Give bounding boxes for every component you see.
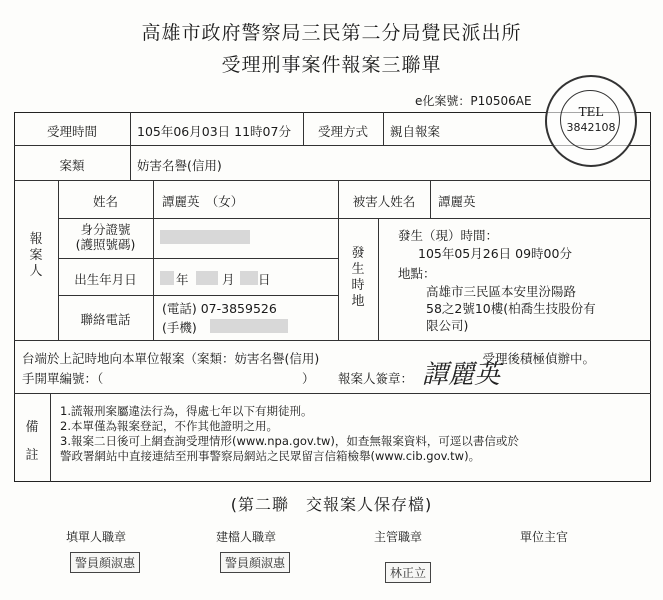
filer-label: 建檔人職章 — [216, 530, 277, 544]
signer-label: 報案人簽章： — [338, 371, 414, 386]
dob-year-unit: 年 — [176, 272, 189, 287]
row-divider — [14, 180, 651, 181]
notes-section-label: 備 註 — [25, 420, 39, 463]
occurrence-place-line: 限公司) — [426, 318, 469, 333]
row-divider — [58, 218, 338, 219]
occurrence-place-line: 高雄市三民區本安里汾陽路 — [426, 284, 577, 299]
seal-number: 3842108 — [566, 121, 616, 134]
dob-label: 出生年月日 — [74, 272, 137, 287]
dob-day-unit: 日 — [258, 272, 271, 287]
col-divider — [130, 112, 131, 180]
reporter-section-label: 報 案 人 — [29, 232, 43, 279]
occurrence-place-line: 58之2號10樓(柏喬生技股份有 — [426, 301, 596, 316]
name-label: 姓名 — [92, 194, 118, 209]
unit-head-label: 單位主官 — [520, 530, 569, 544]
note-item: 警政署網站中直接連結至刑事警察局網站之民眾留言信箱檢舉(www.cib.gov.tw)。 — [60, 449, 481, 463]
occurrence-time-label: 發生（現）時間： — [398, 228, 499, 243]
redacted-id — [160, 230, 250, 244]
contact-label: 聯絡電話 — [80, 312, 131, 327]
filer-stamp: 警員顏淑惠 — [220, 552, 290, 573]
redacted-dob — [240, 271, 258, 285]
ecase-number: e化案號：P10506AE — [415, 94, 532, 108]
note-item: 3.報案二日後可上網查詢受理情形(www.npa.gov.tw)，如查無報案資料，可逕以書信或於 — [60, 434, 519, 448]
occurrence-time-value: 105年05月26日 09時00分 — [418, 246, 572, 261]
col-divider — [430, 180, 431, 218]
row-divider — [14, 340, 651, 341]
note-item: 2.本單僅為報案登記，不作其他證明之用。 — [60, 419, 278, 433]
case-type-label: 案類 — [59, 158, 85, 173]
document-subtitle: 受理刑事案件報案三聯單 — [221, 54, 442, 76]
dob-month-unit: 月 — [222, 272, 235, 287]
mobile-label: (手機) — [162, 320, 197, 335]
row-divider — [58, 295, 338, 296]
document-title: 高雄市政府警察局三民第二分局覺民派出所 — [141, 22, 522, 44]
victim-label: 被害人姓名 — [352, 194, 416, 209]
receive-method-label: 受理方式 — [317, 124, 368, 139]
note-item: 1.謊報刑案屬違法行為，得處七年以下有期徒刑。 — [60, 404, 313, 418]
manual-number-label: 手開單編號：（ — [22, 371, 104, 386]
col-divider — [383, 112, 384, 145]
redacted-dob — [160, 271, 174, 285]
row-divider — [58, 258, 338, 259]
row-divider — [338, 218, 651, 219]
col-divider — [153, 180, 154, 340]
receive-time-value: 105年06月03日 11時07分 — [137, 124, 291, 139]
seal-tel: TEL — [578, 105, 604, 119]
supervisor-stamp: 林正立 — [385, 562, 431, 583]
preparer-label: 填單人職章 — [66, 530, 127, 544]
report-statement: 台端於上記時地向本單位報案（案類：妨害名譽(信用) — [22, 351, 320, 366]
preparer-stamp: 警員顏淑惠 — [70, 552, 140, 573]
receive-method-value: 親自報案 — [390, 124, 441, 139]
victim-value: 譚麗英 — [438, 194, 476, 209]
station-seal — [545, 75, 637, 167]
supervisor-label: 主管職章 — [374, 530, 423, 544]
id-label: 身分證號 (護照號碼) — [75, 222, 136, 252]
case-type-value: 妨害名譽(信用) — [137, 158, 222, 173]
occurrence-section-label: 發 生 時 地 — [351, 246, 365, 309]
notes-list — [60, 404, 519, 464]
copy-label: (第二聯 交報案人保存檔) — [230, 495, 433, 514]
name-value: 譚麗英 （女） — [162, 194, 244, 209]
receive-time-label: 受理時間 — [46, 124, 97, 139]
reporter-signature: 譚麗英 — [422, 360, 501, 390]
redacted-mobile — [210, 319, 288, 333]
phone-number: (電話) 07-3859526 — [162, 301, 277, 316]
row-divider — [14, 393, 651, 394]
occurrence-place-label: 地點： — [398, 266, 436, 281]
col-divider — [378, 218, 379, 340]
redacted-dob — [196, 271, 218, 285]
manual-number-close: ） — [302, 371, 315, 386]
col-divider — [50, 393, 51, 482]
report-statement-end: ，受理後積極偵辦中。 — [470, 351, 596, 366]
